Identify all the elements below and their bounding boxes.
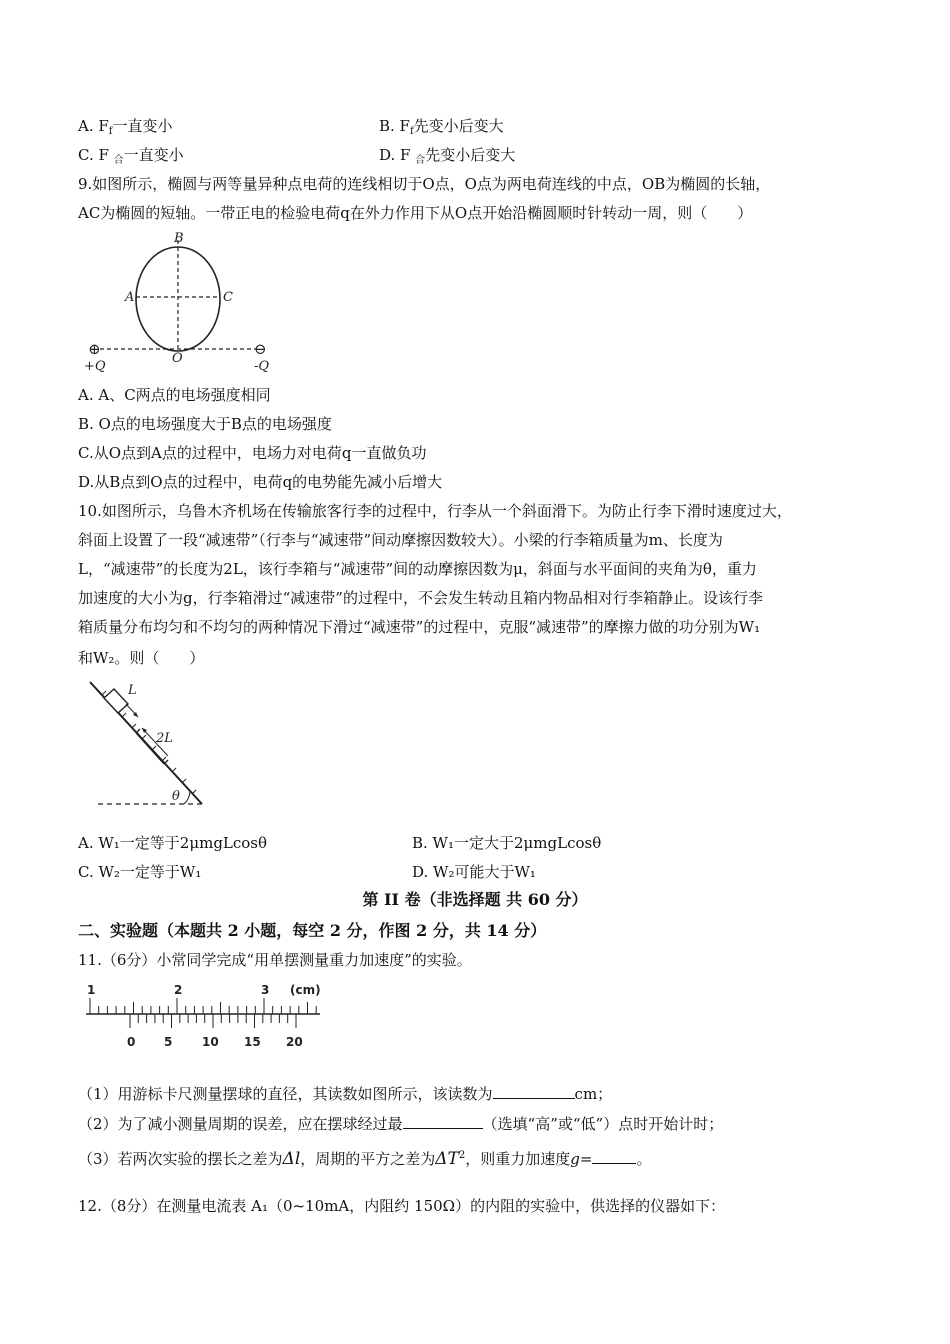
q9-option-d: D.从B点到O点的过程中，电荷q的电势能先减小后增大 [78,473,443,491]
q10-stem-line1: 10.如图所示，乌鲁木齐机场在传输旅客行李的过程中，行李从一个斜面滑下。为防止行李下滑时速度过大， [78,502,792,520]
main-label-1: 1 [87,983,96,997]
label-2L: 2L [156,731,173,746]
label-O: O [172,351,183,366]
label-L: L [128,683,137,698]
q9-option-a: A. A、C两点的电场强度相同 [78,386,271,404]
q10-option-a: A. W₁一定等于2μmgLcosθ [78,834,268,852]
vernier-label-20: 20 [286,1035,303,1049]
q11-vernier-caliper-figure [78,978,338,1052]
q10-option-c: C. W₂一定等于W₁ [78,863,202,881]
answer-blank-1[interactable] [493,1084,575,1099]
q8-option-a: A. $F_f$一直变小 [78,117,173,137]
vernier-label-15: 15 [244,1035,261,1049]
label-minus-q: -Q [254,359,270,374]
minus-charge-symbol: ⊖ [254,340,267,358]
q10-option-b: B. W₁一定大于2μmgLcosθ [412,834,602,852]
q10-stem-line2: 斜面上设置了一段“减速带”（行李与“减速带”间动摩擦因数较大）。小梁的行李箱质量为m、长度为 [78,531,723,549]
vernier-label-0: 0 [127,1035,136,1049]
q9-option-b: B. O点的电场强度大于B点的电场强度 [78,415,332,433]
label-theta: θ [172,789,180,804]
caliper-main-ticks [90,998,316,1014]
label-plus-q: +Q [84,359,106,374]
label-A: A [125,290,135,305]
section-title: 第 II 卷（非选择题 共 60 分） [362,890,588,909]
label-C: C [223,290,233,305]
q8-option-c: C. F $_合$一直变小 [78,146,184,166]
label-B: B [174,231,184,246]
q10-incline-figure [80,676,230,810]
main-label-3: 3 [261,983,270,997]
answer-blank-2[interactable] [403,1114,483,1129]
q11-part2: （2）为了减小测量周期的误差，应在摆球经过最 （选填“高”或“低”）点时开始计时； [78,1115,724,1133]
q10-stem-line4: 加速度的大小为g，行李箱滑过“减速带”的过程中，不会发生转动且箱内物品相对行李箱静止。设该行李 [78,589,763,607]
q11-part1: （1）用游标卡尺测量摆球的直径，其读数如图所示，该读数为 cm； [78,1085,613,1103]
luggage-box [104,689,128,713]
q11-part3: （3）若两次实验的摆长之差为Δl，周期的平方之差为$\Delta T^2$，则重力加速度g= 。 [78,1149,652,1169]
q9-ellipse-figure [78,228,278,376]
plus-charge-symbol: ⊕ [88,340,101,358]
unit-label: (cm) [290,983,321,997]
q9-stem-line1: 9.如图所示，椭圆与两等量异种点电荷的连线相切于O点，O点为两电荷连线的中点，OB为椭圆的长轴， [78,175,771,193]
q11-stem: 11.（6分）小常同学完成“用单摆测量重力加速度”的实验。 [78,951,472,969]
angle-arc [184,791,190,804]
q8-option-d: D. F $_合$先变小后变大 [379,146,516,166]
vernier-label-5: 5 [164,1035,173,1049]
q9-option-c: C.从O点到A点的过程中，电场力对电荷q一直做负功 [78,444,427,462]
caliper-vernier-ticks [130,1014,296,1028]
q10-option-d: D. W₂可能大于W₁ [412,863,536,881]
q12-stem: 12.（8分）在测量电流表 A₁（0~10mA，内阻约 150Ω）的内阻的实验中，供选择的仪器如下： [78,1197,726,1215]
q8-option-b: B. $F_f$先变小后变大 [379,117,504,137]
q10-stem-line3: L，“减速带”的长度为2L，该行李箱与“减速带”间的动摩擦因数为μ，斜面与水平面间的夹角为θ，重力 [78,560,757,578]
vernier-label-10: 10 [202,1035,219,1049]
answer-blank-3[interactable] [592,1149,636,1164]
q10-stem-line5: 箱质量分布均匀和不均匀的两种情况下滑过“减速带”的过程中，克服“减速带”的摩擦力做的功分别为W₁ [78,618,761,636]
section-heading: 二、实验题（本题共 2 小题，每空 2 分，作图 2 分，共 14 分） [78,921,547,940]
main-label-2: 2 [174,983,183,997]
q10-stem-line6: 和W₂。则（ ） [78,649,205,667]
q9-stem-line2: AC为椭圆的短轴。一带正电的检验电荷q在外力作用下从O点开始沿椭圆顺时针转动一周，则（ ） [78,204,753,222]
